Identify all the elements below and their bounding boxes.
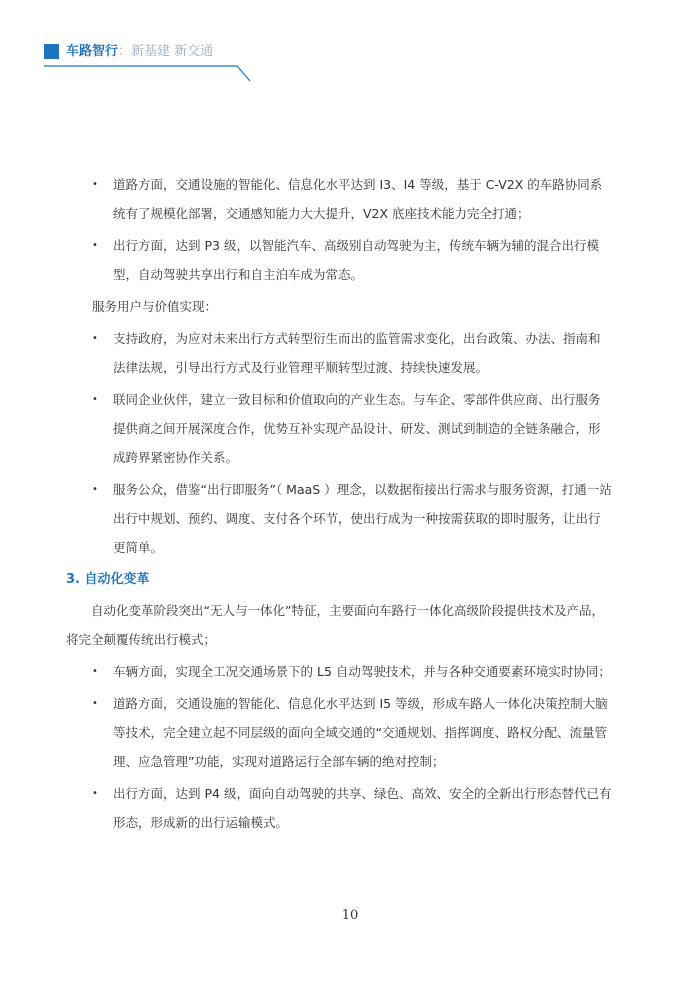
- bullet-text: 车辆方面，实现全工况交通场景下的 L5 自动驾驶技术，并与各种交通要素环境实时协同；: [113, 664, 611, 679]
- bullet-item: [92, 475, 612, 562]
- header-subtitle: 新基建 新交通: [131, 44, 214, 59]
- header-rule-line: [0, 0, 700, 90]
- document-body: [66, 170, 612, 840]
- page-header: [0, 0, 700, 90]
- bullet-item: [92, 324, 612, 382]
- subheading-text: 服务用户与价值实现：: [92, 299, 218, 314]
- bullet-item: [92, 689, 612, 776]
- section-heading: 3. 自动化变革: [66, 572, 150, 587]
- bullet-dot-icon: •: [92, 179, 98, 190]
- bullet-dot-icon: •: [92, 698, 98, 709]
- bullet-dot-icon: •: [92, 240, 98, 251]
- bullet-item: [92, 170, 612, 228]
- header-title-separator: ：: [118, 44, 132, 59]
- bullet-dot-icon: •: [92, 394, 98, 405]
- bullet-dot-icon: •: [92, 333, 98, 344]
- bullet-dot-icon: •: [92, 484, 98, 495]
- header-title-main: 车路智行: [66, 44, 119, 59]
- bullet-item: [92, 657, 612, 686]
- page-number: 10: [341, 908, 359, 923]
- bullet-text: 出行方面，达到 P4 级，面向自动驾驶的共享、绿色、高效、安全的全新出行形态替代已有形态，形成新的出行运输模式。: [113, 786, 612, 830]
- bullet-item: [92, 231, 612, 289]
- bullet-text: 服务公众，借鉴“出行即服务”（ MaaS ）理念，以数据衔接出行需求与服务资源，打通一站出行中规划、预约、调度、支付各个环节，使出行成为一种按需获取的即时服务，让出行更简单。: [113, 482, 612, 555]
- paragraph: 自动化变革阶段突出“无人与一体化”特征，主要面向车路行一体化高级阶段提供技术及产品，将完全颠覆传统出行模式；: [66, 603, 604, 647]
- bullet-text: 道路方面，交通设施的智能化、信息化水平达到 I3、I4 等级，基于 C-V2X 的车路协同系统有了规模化部署，交通感知能力大大提升，V2X 底座技术能力完全打通；: [113, 177, 603, 221]
- bullet-text: 支持政府，为应对未来出行方式转型衍生而出的监管需求变化，出台政策、办法、指南和法律法规，引导出行方式及行业管理平顺转型过渡、持续快速发展。: [113, 331, 601, 375]
- bullet-text: 联同企业伙伴，建立一致目标和价值取向的产业生态。与车企、零部件供应商、出行服务提供商之间开展深度合作，优势互补实现产品设计、研发、测试到制造的全链条融合，形成跨界紧密协作关系。: [113, 392, 601, 465]
- bullet-dot-icon: •: [92, 666, 98, 677]
- bullet-item: [92, 385, 612, 472]
- bullet-text: 出行方面，达到 P3 级，以智能汽车、高级别自动驾驶为主，传统车辆为辅的混合出行模型，自动驾驶共享出行和自主泊车成为常态。: [113, 238, 599, 282]
- bullet-item: [92, 779, 612, 837]
- bullet-text: 道路方面，交通设施的智能化、信息化水平达到 I5 等级，形成车路人一体化决策控制大脑等技术，完全建立起不同层级的面向全域交通的“交通规划、指挥调度、路权分配、流量管理、应急管理”功能，实现对道路运行全部车辆的绝对控制；: [113, 696, 608, 769]
- bullet-dot-icon: •: [92, 788, 98, 799]
